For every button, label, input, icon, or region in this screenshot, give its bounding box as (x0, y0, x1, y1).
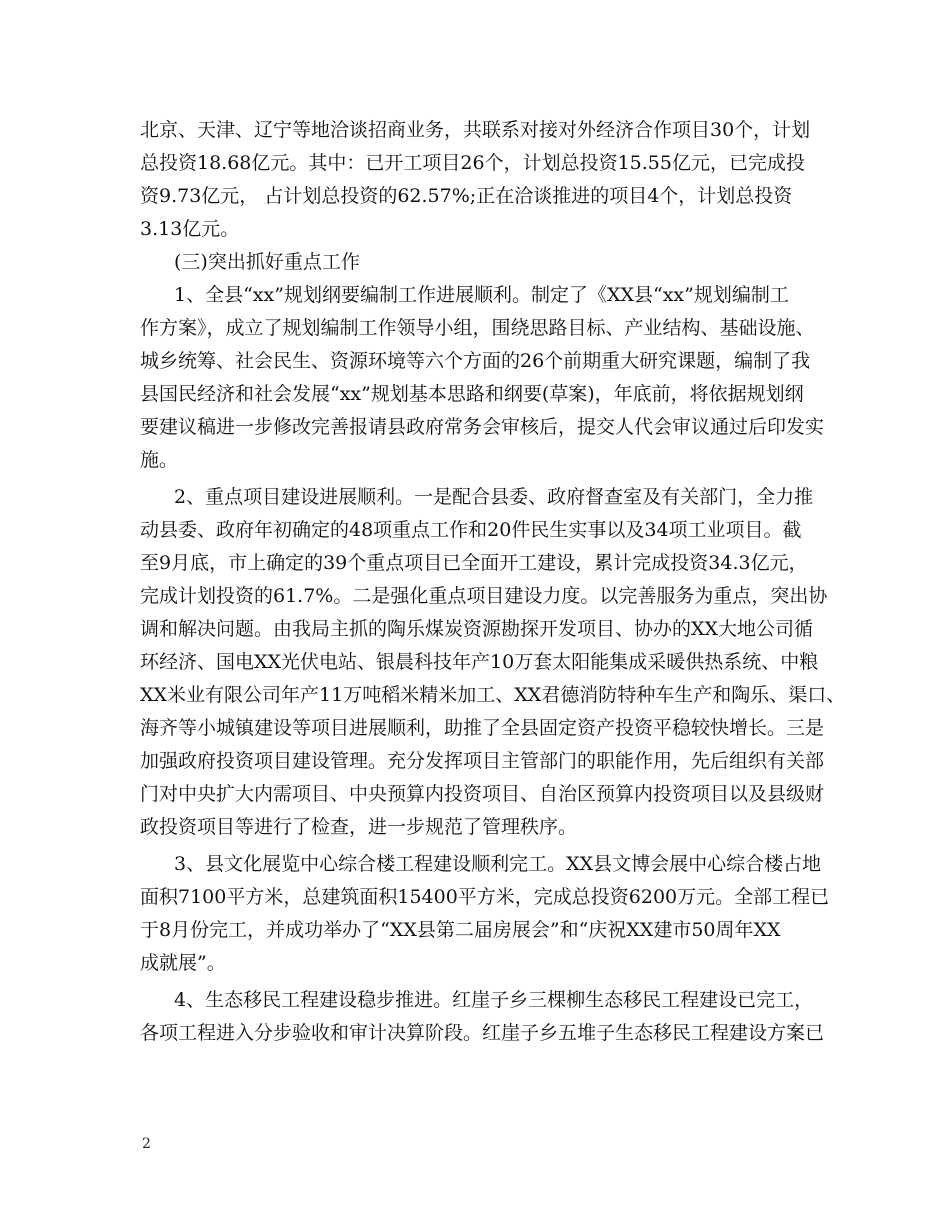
text-line-21: 门对中央扩大内需项目、中央预算内投资项目、自治区预算内投资项目以及县级财 (140, 783, 825, 805)
text-line-25: 于8月份完工，并成功举办了“XX县第二届房展会”和“庆祝XX建市50周年XX (140, 919, 781, 941)
section-heading: (三)突出抓好重点工作 (174, 251, 360, 273)
text-line-18: XX米业有限公司年产11万吨稻米精米加工、XX君德消防特种车生产和陶乐、渠口、 (140, 684, 846, 706)
text-line-7: 作方案》，成立了规划编制工作领导小组，围绕思路目标、产业结构、基础设施、 (140, 317, 815, 339)
text-line-11: 施。 (140, 449, 179, 471)
text-line-19: 海齐等小城镇建设等项目进展顺利，助推了全县固定资产投资平稳较快增长。三是 (140, 717, 825, 739)
text-line-23: 3、县文化展览中心综合楼工程建设顺利完工。XX县文博会展中心综合楼占地 (174, 853, 822, 875)
text-line-8: 城乡统筹、社会民生、资源环境等六个方面的26个前期重大研究课题，编制了我 (140, 350, 811, 372)
text-line-9: 县国民经济和社会发展“xx”规划基本思路和纲要(草案)，年底前，将依据规划纲 (140, 383, 804, 405)
text-line-1: 北京、天津、辽宁等地洽谈招商业务，共联系对接对外经济合作项目30个，计划 (140, 119, 811, 141)
text-line-20: 加强政府投资项目建设管理。充分发挥项目主管部门的职能作用，先后组织有关部 (140, 750, 825, 772)
text-line-22: 政投资项目等进行了检查，进一步规范了管理秩序。 (140, 816, 578, 838)
text-line-16: 调和解决问题。由我局主抓的陶乐煤炭资源勘探开发项目、协办的XX大地公司循 (140, 618, 814, 640)
text-line-15: 完成计划投资的61.7%。二是强化重点项目建设力度。以完善服务为重点，突出协 (140, 585, 828, 607)
text-line-28: 各项工程进入分步验收和审计决算阶段。红崖子乡五堆子生态移民工程建设方案已 (140, 1022, 825, 1044)
text-line-26: 成就展”。 (140, 952, 226, 974)
text-line-6: 1、全县“xx”规划纲要编制工作进展顺利。制定了《XX县“xx”规划编制工 (174, 284, 789, 306)
text-line-14: 至9月底，市上确定的39个重点项目已全面开工建设，累计完成投资34.3亿元， (140, 552, 808, 574)
text-line-17: 环经济、国电XX光伏电站、银晨科技年产10万套太阳能集成采暖供热系统、中粮 (140, 651, 819, 673)
page-number: 2 (142, 1136, 151, 1152)
text-line-10: 要建议稿进一步修改完善报请县政府常务会审核后，提交人代会审议通过后印发实 (140, 416, 825, 438)
text-line-3: 资9.73亿元， 占计划总投资的62.57%;正在洽谈推进的项目4个，计划总投资 (140, 185, 793, 207)
document-body (140, 114, 846, 1050)
text-line-13: 动县委、政府年初确定的48项重点工作和20件民生实事以及34项工业项目。截 (140, 519, 802, 541)
text-line-2: 总投资18.68亿元。其中：已开工项目26个，计划总投资15.55亿元，已完成投 (140, 152, 805, 174)
text-line-27: 4、生态移民工程建设稳步推进。红崖子乡三棵柳生态移民工程建设已完工， (174, 989, 814, 1011)
text-line-4: 3.13亿元。 (140, 218, 240, 240)
text-line-24: 面积7100平方米，总建筑面积15400平方米，完成总投资6200万元。全部工程已 (140, 886, 830, 908)
text-line-12: 2、重点项目建设进展顺利。一是配合县委、政府督查室及有关部门，全力推 (174, 486, 814, 508)
